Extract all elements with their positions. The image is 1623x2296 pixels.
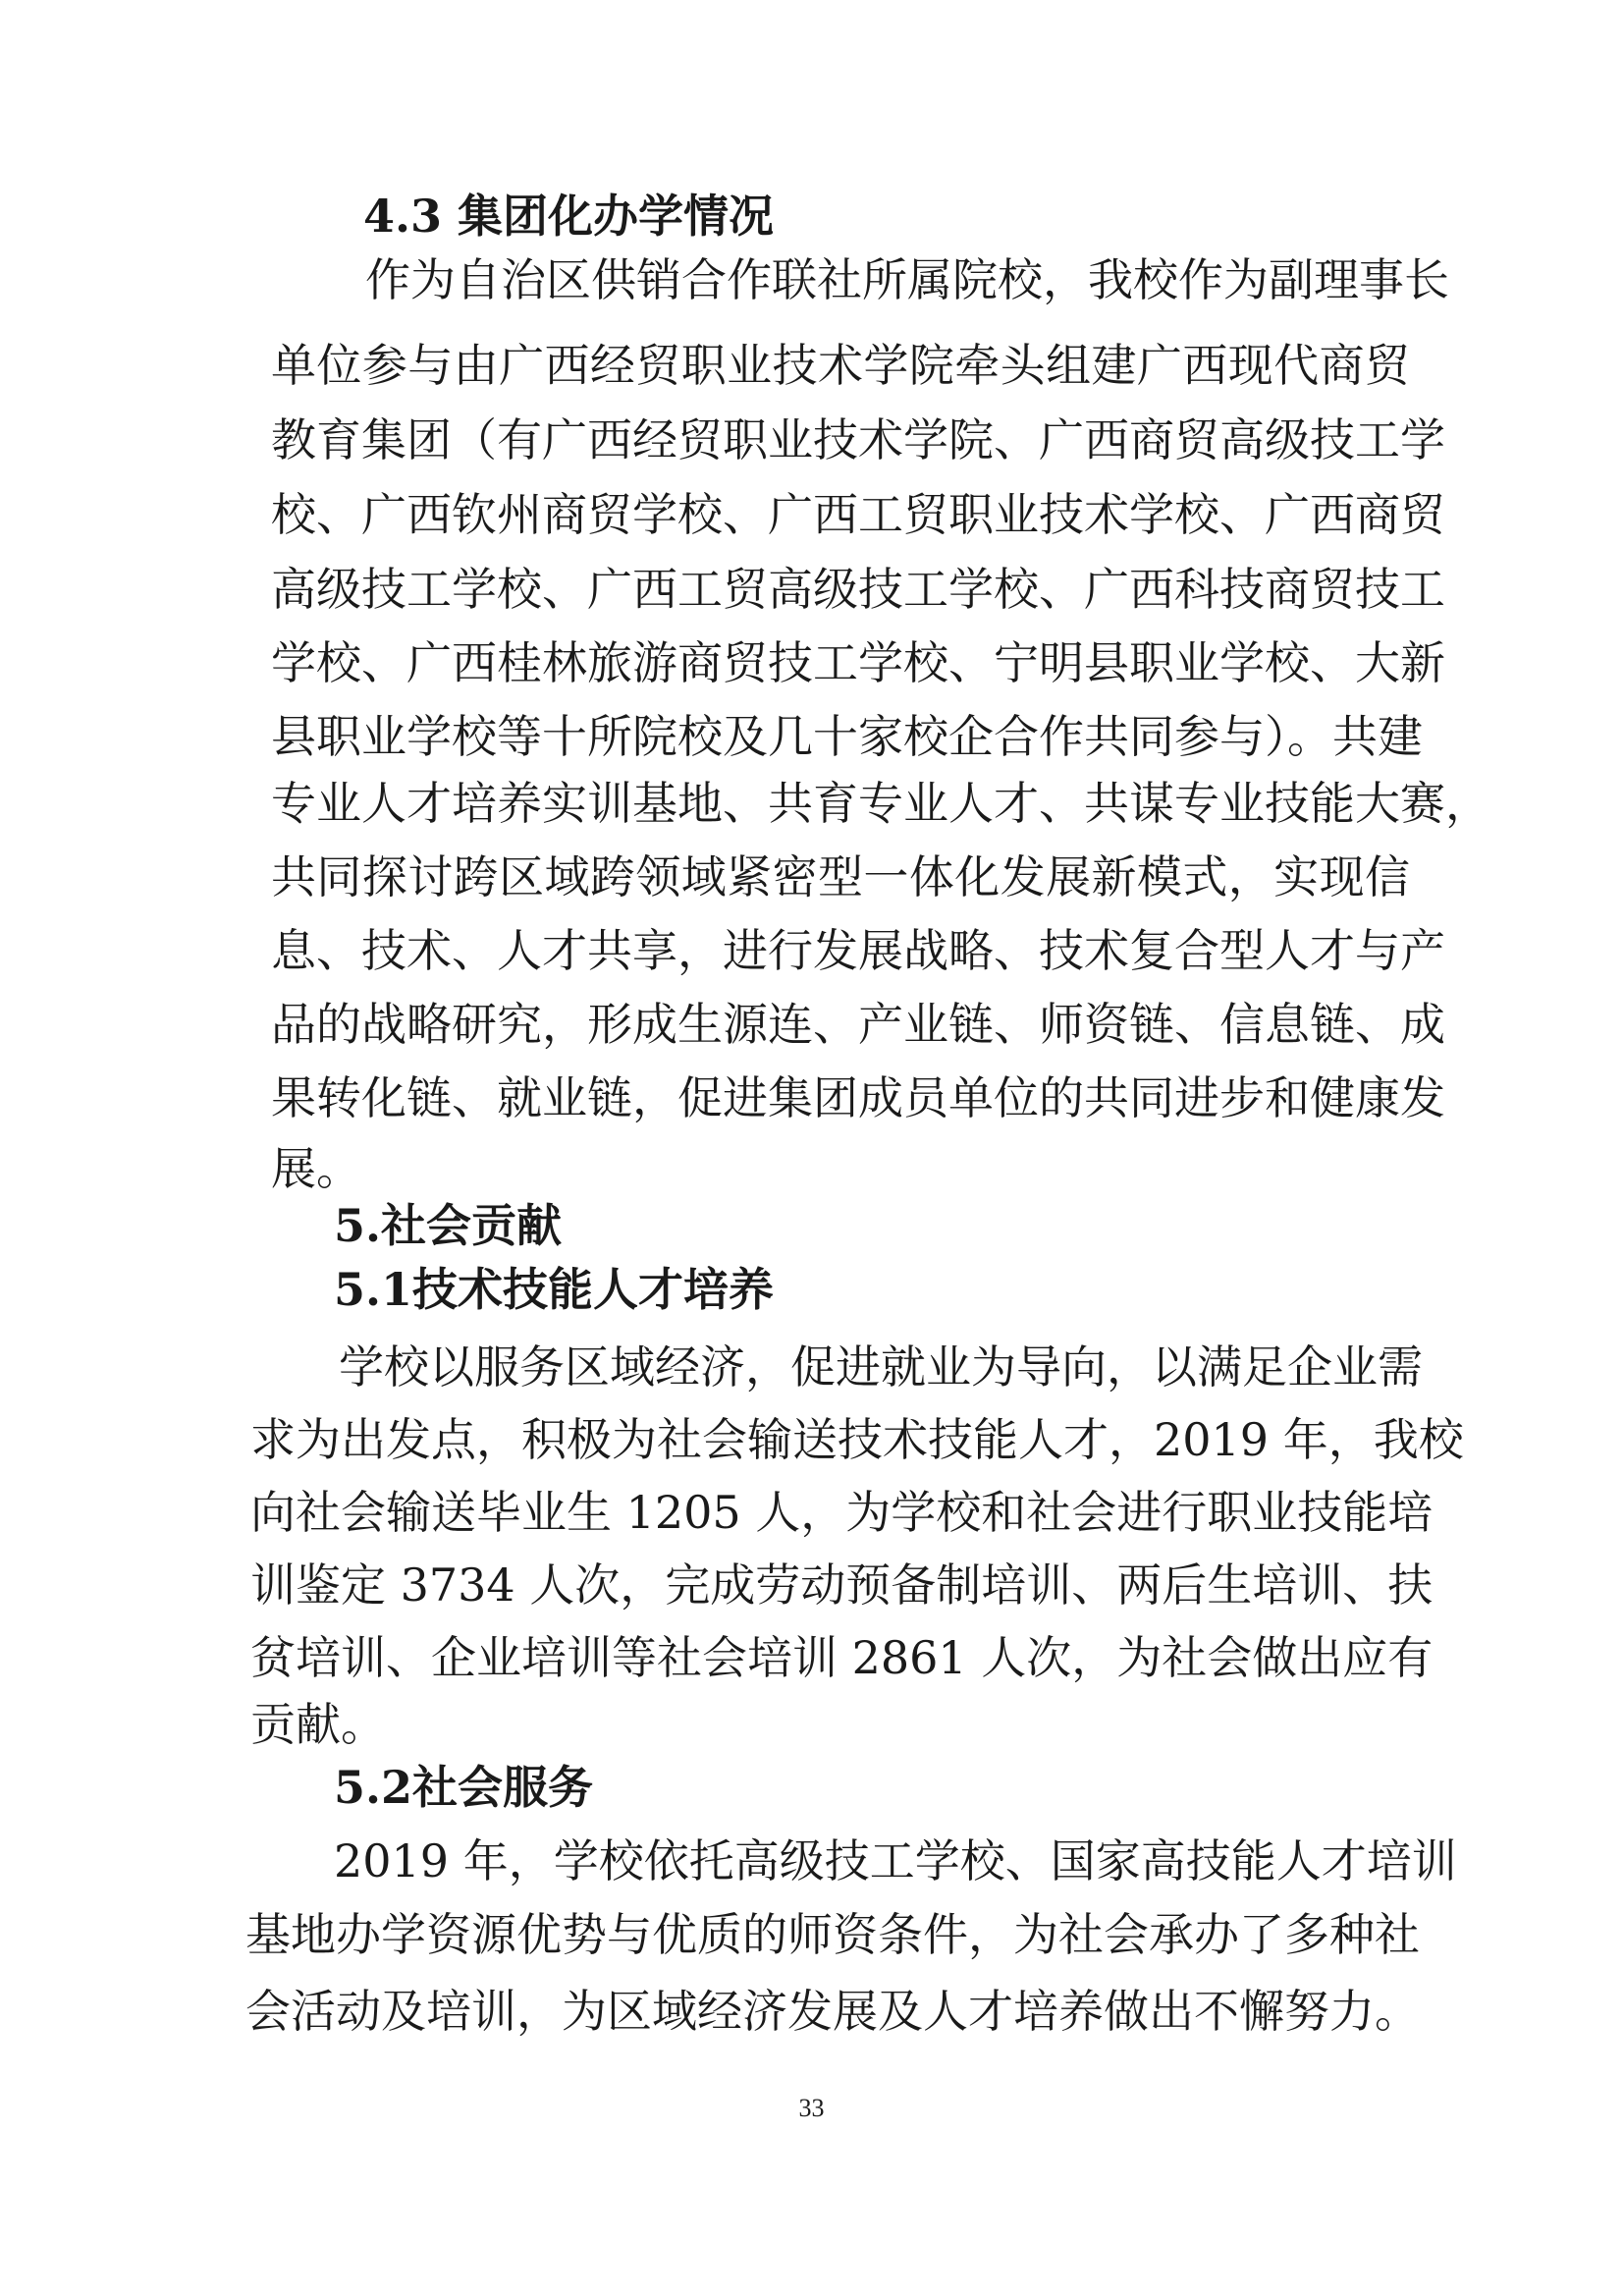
text-line: 训鉴定 3734 人次，完成劳动预备制培训、两后生培训、扶 xyxy=(250,1558,1434,1612)
heading-4-3: 4.3 集团化办学情况 xyxy=(363,190,775,243)
text-line: 息、技术、人才共享，进行发展战略、技术复合型人才与产 xyxy=(271,924,1445,977)
text-line: 共同探讨跨区域跨领域紧密型一体化发展新模式，实现信 xyxy=(271,850,1410,903)
text-line: 2019 年，学校依托高级技工学校、国家高技能人才培训 xyxy=(334,1834,1457,1887)
text-line: 单位参与由广西经贸职业技术学院牵头组建广西现代商贸 xyxy=(271,339,1410,392)
text-line: 教育集团（有广西经贸职业技术学院、广西商贸高级技工学 xyxy=(271,413,1445,466)
heading-5-2: 5.2社会服务 xyxy=(334,1761,594,1814)
text-line: 高级技工学校、广西工贸高级技工学校、广西科技商贸技工 xyxy=(271,563,1445,616)
text-line: 学校、广西桂林旅游商贸技工学校、宁明县职业学校、大新 xyxy=(271,636,1445,689)
text-line: 会活动及培训，为区域经济发展及人才培养做出不懈努力。 xyxy=(245,1985,1420,2038)
text-line: 学校以服务区域经济，促进就业为导向，以满足企业需 xyxy=(339,1340,1423,1394)
text-line: 向社会输送毕业生 1205 人，为学校和社会进行职业技能培 xyxy=(250,1486,1434,1539)
text-line: 校、广西钦州商贸学校、广西工贸职业技术学校、广西商贸 xyxy=(271,488,1445,541)
text-line: 贫培训、企业培训等社会培训 2861 人次，为社会做出应有 xyxy=(250,1631,1434,1684)
text-line: 品的战略研究，形成生源连、产业链、师资链、信息链、成 xyxy=(271,998,1445,1051)
heading-5: 5.社会贡献 xyxy=(334,1199,563,1252)
text-line: 作为自治区供销合作联社所属院校，我校作为副理事长 xyxy=(365,253,1449,306)
text-line: 展。 xyxy=(271,1142,361,1195)
page-number: 33 xyxy=(798,2094,825,2122)
text-line: 县职业学校等十所院校及几十家校企合作共同参与）。共建 xyxy=(271,710,1423,763)
text-line: 果转化链、就业链，促进集团成员单位的共同进步和健康发 xyxy=(271,1071,1445,1124)
text-line: 求为出发点，积极为社会输送技术技能人才，2019 年，我校 xyxy=(250,1413,1464,1466)
text-line: 贡献。 xyxy=(250,1698,386,1751)
heading-5-1: 5.1技术技能人才培养 xyxy=(334,1263,775,1316)
text-line: 专业人才培养实训基地、共育专业人才、共谋专业技能大赛， xyxy=(271,777,1490,830)
text-line: 基地办学资源优势与优质的师资条件，为社会承办了多种社 xyxy=(245,1908,1420,1961)
